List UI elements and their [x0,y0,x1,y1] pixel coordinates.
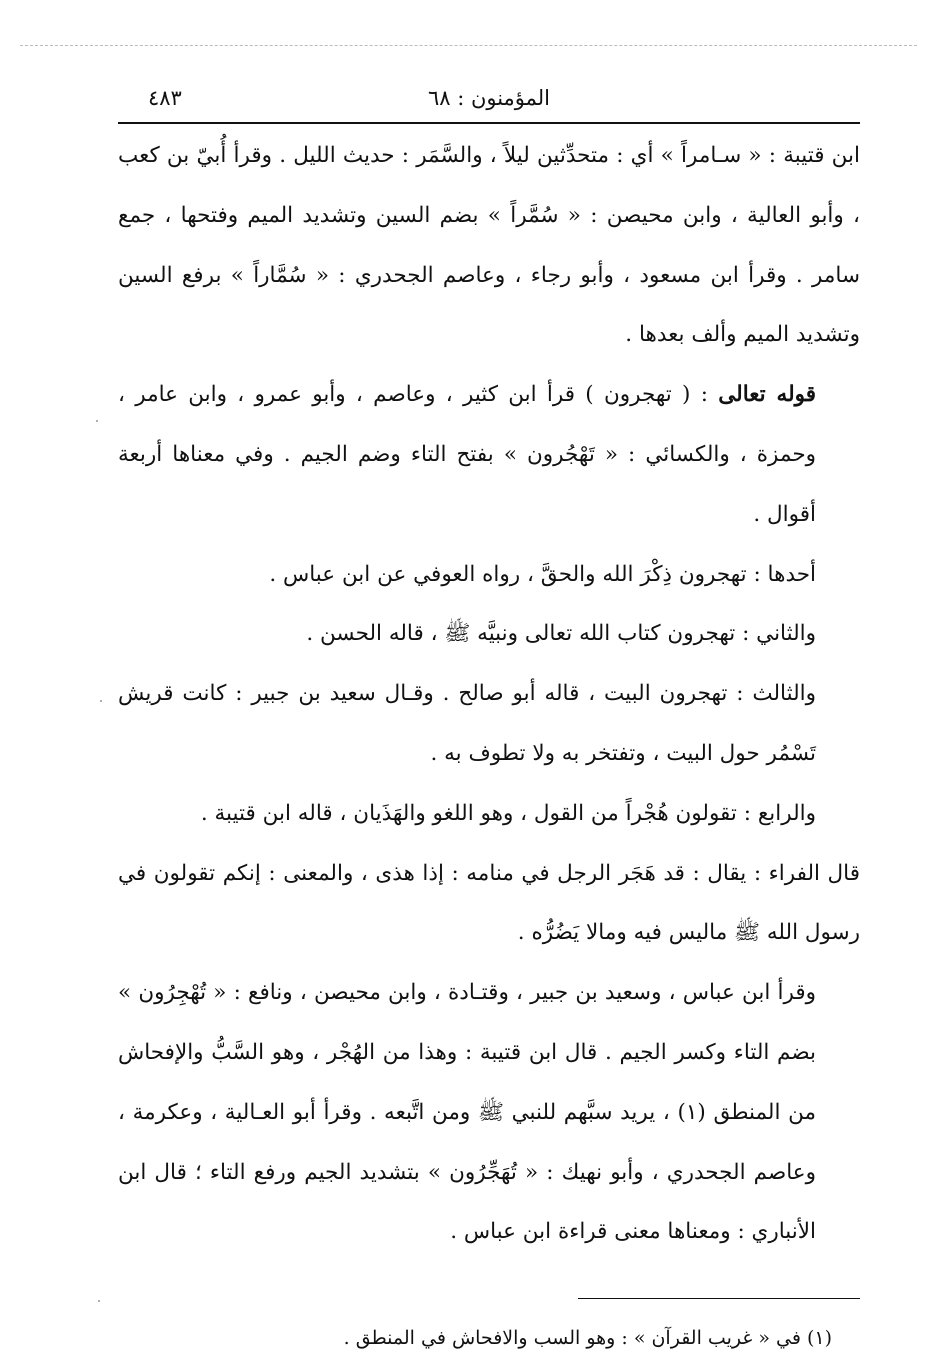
footnote: (١) في « غريب القرآن » : وهو السب والافحاش في المنطق . [343,1327,832,1350]
verse-lead-text: : ( تهجرون ) قرأ ابن كثير ، وعاصم ، وأبو عمرو ، وابن عامر ، وحمزة ، والكسائي : « تَهْجُرون » بفتح التاء وضم الجيم . وفي معناها أربعة أقوال . [118,382,816,527]
paragraph-readings: وقرأ ابن عباس ، وسعيد بن جبير ، وقتـادة ، وابن محيصن ، ونافع : « تُهْجِرُون » بضم التاء وكسر الجيم . قال ابن قتيبة : وهذا من الهُجْر ، وهو السَّبُّ والإفحاش من المنطق (١) ، يريد سبَّهم للنبي ﷺ ومن اتَّبعه . وقرأ أبو العـالية ، وعكرمة ، وعاصم الجحدري ، وأبو نهيك : « تُهَجِّرُون » بتشديد الجيم ورفع التاء ؛ قال ابن الأنباري : ومعناها معنى قراءة ابن عباس . [118,980,816,1245]
main-text [118,126,860,1262]
opinion-item: والرابع : تقولون هُجْراً من القول ، وهو اللغو والهَذَيان ، قاله ابن قتيبة . [200,800,816,826]
page-header [118,80,860,120]
verse-lead: قوله تعالى [718,382,816,408]
running-title: المؤمنون : ٦٨ [427,86,551,110]
paragraph-tahjurun [118,365,860,544]
opinion-item: والثاني : تهجرون كتاب الله تعالى ونبيَّه ﷺ ، قاله الحسن . [306,621,816,647]
scan-speck [98,1300,100,1302]
opinion-item: والثالث : تهجرون البيت ، قاله أبو صالح . وقـال سعيد بن جبير : كانت قريش تَسْمُر حول البيت ، وتفتخر به ولا تطوف به . [118,681,816,766]
paragraph-farra: قال الفراء : يقال : قد هَجَر الرجل في منامه : إذا هذى ، والمعنى : إنكم تقولون في رسول الله ﷺ ماليس فيه ومالا يَضُرُّه . [118,860,860,946]
page-number: ٤٨٣ [148,86,182,110]
book-page [118,80,860,1353]
header-rule [118,122,860,124]
scan-speck [100,700,102,702]
scan-edge-line [20,45,917,46]
scan-speck [96,420,98,422]
opinion-item: أحدها : تهجرون ذِكْرَ الله والحقَّ ، رواه العوفي عن ابن عباس . [269,561,816,587]
paragraph-samir: ابن قتيبة : « سـامراً » أي : متحدِّثين ليلاً ، والسَّمَر : حديث الليل . وقرأ أُبيّ بن كعب ، وأبو العالية ، وابن محيصن : « سُمَّراً » بضم السين وتشديد الميم وفتحها ، جمع سامر . وقرأ ابن مسعود ، وأبو رجاء ، وعاصم الجحدري : « سُمَّاراً » برفع السين وتشديد الميم وألف بعدها . [118,143,860,348]
footnote-rule [578,1298,860,1299]
